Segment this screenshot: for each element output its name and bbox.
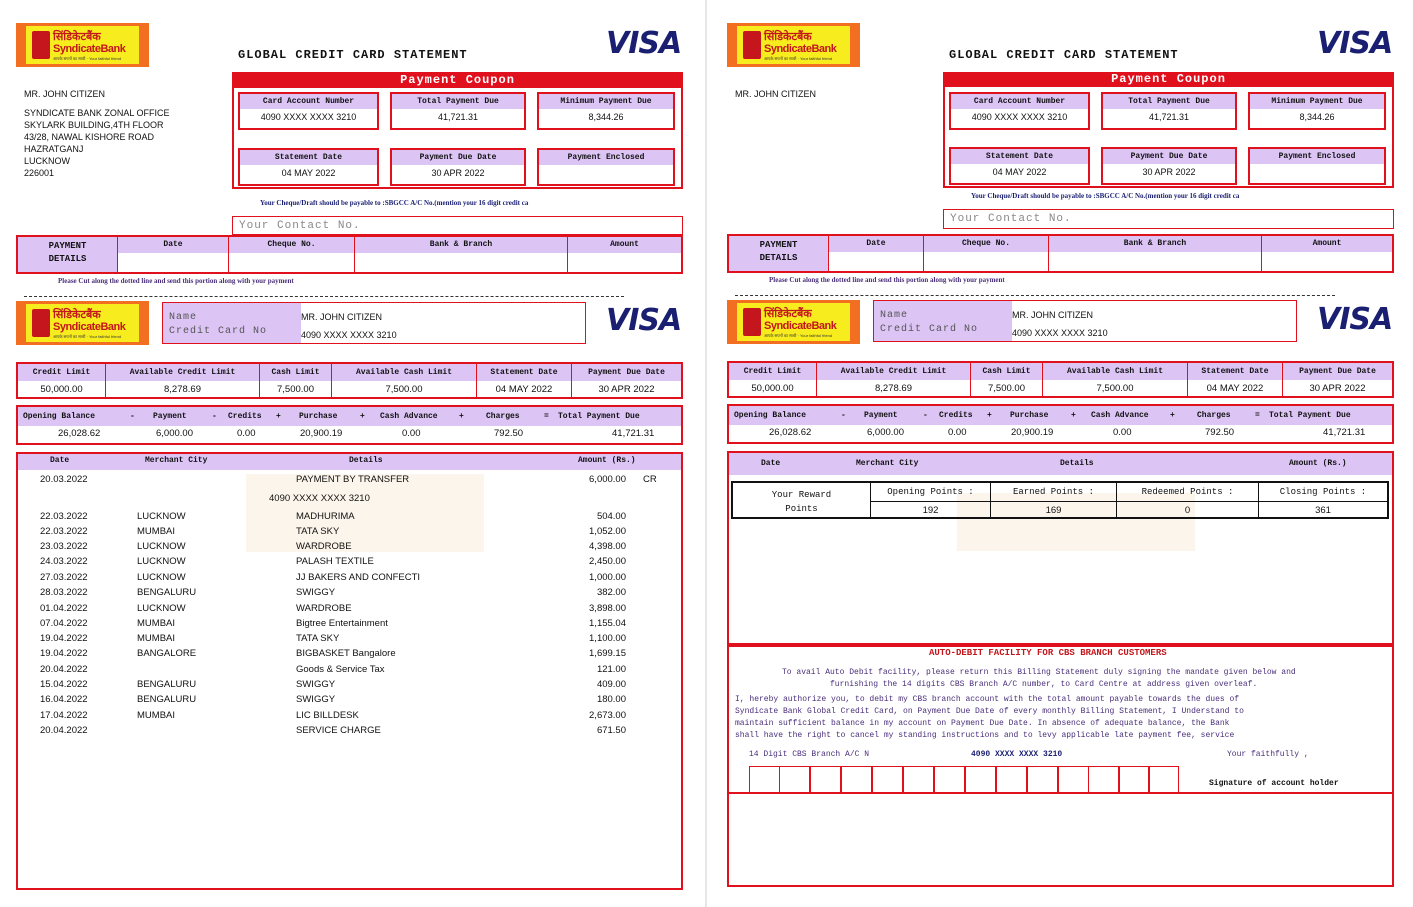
transaction-row: 23.03.2022 LUCKNOW WARDROBE 4,398.00 — [40, 541, 626, 552]
transaction-row: 01.04.2022 LUCKNOW WARDROBE 3,898.00 — [40, 603, 626, 614]
transaction-row: 24.03.2022 LUCKNOW PALASH TEXTILE 2,450.00 — [40, 556, 626, 567]
cut-note: Please Cut along the dotted line and send this portion along with your payment — [58, 277, 294, 285]
transaction-row: 22.03.2022 MUMBAI TATA SKY 1,052.00 — [40, 526, 626, 537]
payment-details-table-2: PAYMENT DETAILS Date Cheque No. Bank & Branch Amount — [727, 234, 1394, 273]
transaction-row: 16.04.2022 BENGALURU SWIGGY 180.00 — [40, 694, 626, 705]
yours-faithfully: Your faithfully , — [1227, 750, 1309, 759]
auto-debit-intro: To avail Auto Debit facility, please return this Billing Statement duly signing the mandate given below and furnishing the 14 digits CBS Branch A/C number, to Card Centre at address given overleaf. — [782, 668, 1296, 689]
card-info-box: Name Credit Card No MR. JOHN CITIZEN 4090 XXXX XXXX 3210 — [162, 302, 586, 344]
customer-name-2: MR. JOHN CITIZEN — [735, 89, 816, 99]
limits-table: Credit Limit 50,000.00 Available Credit Limit 8,278.69 Cash Limit 7,500.00 Available Cash Limit 7,500.00 Statement Date 04 MAY 2022 Payment Due Date 30 APR 2022 — [16, 362, 683, 399]
transaction-row: 19.04.2022 BANGALORE BIGBASKET Bangalore 1,699.15 — [40, 648, 626, 659]
bank-logo: सिंडिकेटबैंक SyndicateBank आपके सपनों का साथी · Your faithful friend — [16, 23, 149, 67]
customer-name: MR. JOHN CITIZEN — [24, 89, 105, 99]
visa-logo-4: VISA — [1317, 302, 1393, 337]
minimum-payment-due-2: Minimum Payment Due 8,344.26 — [1248, 92, 1386, 130]
transaction-row: 15.04.2022 BENGALURU SWIGGY 409.00 — [40, 679, 626, 690]
signature-label: Signature of account holder — [1209, 779, 1339, 788]
payment-due-date-2: Payment Due Date 30 APR 2022 — [1101, 147, 1237, 185]
cheque-note: Your Cheque/Draft should be payable to :SBGCC A/C No.(mention your 16 digit credit ca — [260, 199, 529, 207]
branch-account-input[interactable] — [749, 766, 1179, 793]
card-account-number: Card Account Number 4090 XXXX XXXX 3210 — [238, 92, 379, 130]
card-account-number-2: Card Account Number 4090 XXXX XXXX 3210 — [949, 92, 1090, 130]
transaction-row: 20.04.2022 Goods & Service Tax 121.00 — [40, 664, 626, 675]
transaction-row: 20.04.2022 SERVICE CHARGE 671.50 — [40, 725, 626, 736]
coupon-heading-2: Payment Coupon — [943, 72, 1394, 87]
payment-enclosed-field[interactable]: Payment Enclosed — [537, 148, 675, 186]
transactions-table: Date Merchant City Details Amount (Rs.) 20.03.2022 PAYMENT BY TRANSFER 6,000.00 CR 4090 XXXX XXXX 3210 22.03.2022 LUCKNOW MADHURIMA 504.00 22.03.2022 MUMBAI TATA SKY 1,052.00 23.03.2022 LUCKNOW WARDROBE 4,398.00 24.03.2022 LUCKNOW PALASH TEXTILE 2,450.00 27.03.2022 LUCKNOW JJ BAKERS AND CONFECTI 1,000.00 28.03.2022 BENGALURU SWIGGY 382.00 01.04.2022 LUCKNOW WARDROBE 3,898.00 07.04.2022 MUMBAI Bigtree Entertainment 1,155.04 19.04.2022 MUMBAI TATA SKY 1,100.00 19.04.2022 BANGALORE BIGBASKET Bangalore 1,699.15 20.04.2022 Goods & Service Tax 121.00 15.04.2022 BENGALURU SWIGGY 409.00 16.04.2022 BENGALURU SWIGGY 180.00 17.04.2022 MUMBAI LIC BILLDESK 2,673.00 20.04.2022 SERVICE CHARGE 671.50 — [16, 452, 683, 890]
transaction-row: 19.04.2022 MUMBAI TATA SKY 1,100.00 — [40, 633, 626, 644]
visa-logo: VISA — [606, 26, 682, 61]
total-payment-due-2: Total Payment Due 41,721.31 — [1101, 92, 1237, 130]
cut-line — [24, 296, 624, 297]
bank-logo-4: सिंडिकेटबैंक SyndicateBank आपके सपनों का साथी · Your faithful friend — [727, 300, 860, 344]
visa-logo-3: VISA — [1317, 26, 1393, 61]
bank-logo-2: सिंडिकेटबैंक SyndicateBank आपके सपनों का साथी · Your faithful friend — [16, 301, 149, 345]
payment-details-table: PAYMENT DETAILS Date Cheque No. Bank & Branch Amount — [16, 235, 683, 274]
cheque-note-2: Your Cheque/Draft should be payable to :SBGCC A/C No.(mention your 16 digit credit ca — [971, 192, 1240, 200]
cut-note-2: Please Cut along the dotted line and send this portion along with your payment — [769, 276, 1005, 284]
cut-line-2 — [735, 295, 1335, 296]
contact-number-field[interactable]: Your Contact No. — [232, 216, 683, 235]
card-number-line: 4090 XXXX XXXX 3210 — [269, 493, 370, 504]
coupon-heading: Payment Coupon — [232, 72, 683, 88]
transaction-row: 28.03.2022 BENGALURU SWIGGY 382.00 — [40, 587, 626, 598]
visa-logo-2: VISA — [606, 303, 682, 338]
minimum-payment-due: Minimum Payment Due 8,344.26 — [537, 92, 675, 130]
customer-address: SYNDICATE BANK ZONAL OFFICE SKYLARK BUILDING,4TH FLOOR 43/28, NAWAL KISHORE ROAD HAZRATGANJ LUCKNOW 226001 — [24, 108, 170, 178]
contact-number-field-2[interactable]: Your Contact No. — [943, 209, 1394, 229]
statement-date: Statement Date 04 MAY 2022 — [238, 148, 379, 186]
limits-table-2: Credit Limit 50,000.00 Available Credit Limit 8,278.69 Cash Limit 7,500.00 Available Cash Limit 7,500.00 Statement Date 04 MAY 2022 Payment Due Date 30 APR 2022 — [727, 361, 1394, 398]
transaction-row: 20.03.2022 PAYMENT BY TRANSFER 6,000.00 CR — [40, 474, 657, 485]
payment-enclosed-field-2[interactable]: Payment Enclosed — [1248, 147, 1386, 185]
statement-title-2: GLOBAL CREDIT CARD STATEMENT — [949, 48, 1179, 62]
auto-debit-title: AUTO-DEBIT FACILITY FOR CBS BRANCH CUSTOMERS — [929, 648, 1167, 658]
card-info-box-2: Name Credit Card No MR. JOHN CITIZEN 4090 XXXX XXXX 3210 — [873, 300, 1297, 342]
bank-logo-3: सिंडिकेटबैंक SyndicateBank आपके सपनों का साथी · Your faithful friend — [727, 23, 860, 67]
transaction-row: 17.04.2022 MUMBAI LIC BILLDESK 2,673.00 — [40, 710, 626, 721]
reward-points-table: Your Reward Points Opening Points : 192 Earned Points : 169 Redeemed Points : 0 Closing Points : 361 — [731, 481, 1389, 519]
rewards-section: Date Merchant City Details Amount (Rs.) — [727, 451, 1394, 645]
statement-title: GLOBAL CREDIT CARD STATEMENT — [238, 48, 468, 62]
statement-date-2: Statement Date 04 MAY 2022 — [949, 147, 1090, 185]
transaction-row: 27.03.2022 LUCKNOW JJ BAKERS AND CONFECTI 1,000.00 — [40, 572, 626, 583]
transaction-row: 07.04.2022 MUMBAI Bigtree Entertainment 1,155.04 — [40, 618, 626, 629]
branch-account-label: 14 Digit CBS Branch A/C N — [749, 750, 870, 759]
total-payment-due: Total Payment Due 41,721.31 — [390, 92, 526, 130]
transaction-row: 22.03.2022 LUCKNOW MADHURIMA 504.00 — [40, 511, 626, 522]
page-divider — [705, 0, 707, 907]
auto-debit-card-number: 4090 XXXX XXXX 3210 — [971, 750, 1063, 759]
balance-summary-2: Opening Balance - Payment - Credits + Purchase + Cash Advance + Charges = Total Payment Due 26,028.62 6,000.00 0.00 20,900.19 0.00 792.50 41,721.31 — [727, 404, 1394, 444]
balance-summary: Opening Balance - Payment - Credits + Purchase + Cash Advance + Charges = Total Payment Due 26,028.62 6,000.00 0.00 20,900.19 0.00 792.50 41,721.31 — [16, 405, 683, 445]
auto-debit-body: I, hereby authorize you, to debit my CBS branch account with the total amount payable towards the dues of Syndicate Bank Global Credit Card, on Payment Due Date of every monthly Billing Statement, I Understand to maintain sufficient balance in my account on Payment Due Date. In absence of adequate balance, the Bank shall have the right to cancel my standing instructions and to levy applicable late payment fee, service — [735, 695, 1244, 740]
payment-due-date: Payment Due Date 30 APR 2022 — [390, 148, 526, 186]
